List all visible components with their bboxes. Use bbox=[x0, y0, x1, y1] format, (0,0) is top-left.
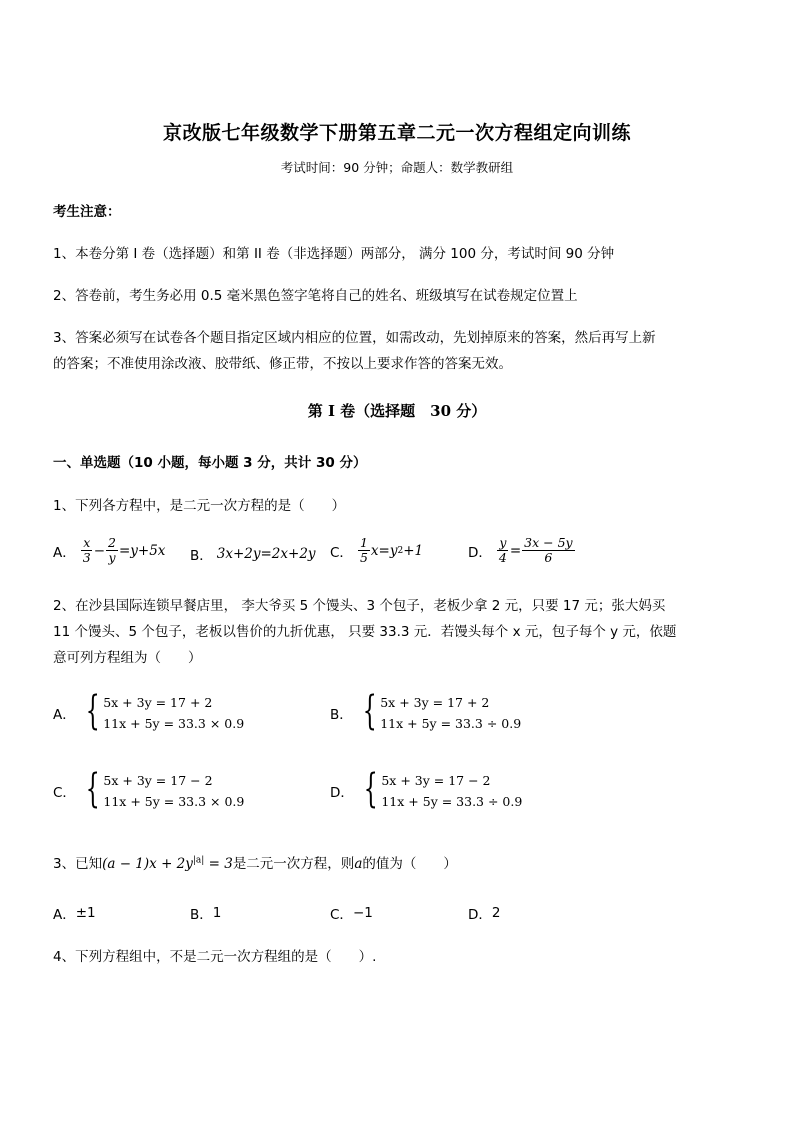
question-3-stem: 3、已知$(a - 1)x + 2y^{|a|} = 3$是二元一次方程，则a的值为（ ） bbox=[53, 855, 457, 872]
equation-system: { 5x + 3y = 17 − 2 11x + 5y = 33.3 ÷ 0.9 bbox=[363, 766, 523, 812]
notice-item: 1、本卷分第 I 卷（选择题）和第 II 卷（非选择题）两部分， 满分 100 分，考试时间 90 分钟 bbox=[53, 246, 615, 262]
notice-heading: 考生注意： bbox=[53, 204, 121, 220]
option-label: B． bbox=[190, 548, 213, 564]
q3-option-d: D． 2 bbox=[468, 905, 501, 923]
q3-option-b: B． 1 bbox=[190, 905, 222, 923]
q3-option-a: A． ±1 bbox=[53, 905, 96, 923]
fraction: $\frac{x}{3}$ bbox=[82, 535, 91, 566]
notice-item: 的答案；不准使用涂改液、胶带纸、修正带，不按以上要求作答的答案无效。 bbox=[53, 356, 512, 372]
question-1-stem: 1、下列各方程中，是二元一次方程的是（ ） bbox=[53, 498, 346, 514]
equation-system: { 5x + 3y = 17 + 2 11x + 5y = 33.3 ÷ 0.9 bbox=[362, 688, 522, 734]
equation-system: { 5x + 3y = 17 + 2 11x + 5y = 33.3 × 0.9 bbox=[85, 688, 245, 734]
option-label: A． bbox=[53, 707, 76, 723]
q2-option-b bbox=[330, 688, 522, 734]
q2-option-c bbox=[53, 766, 245, 812]
equation-system: { 5x + 3y = 17 − 2 11x + 5y = 33.3 × 0.9 bbox=[85, 766, 245, 812]
question-2-stem: 2、在沙县国际连锁早餐店里， 李大爷买 5 个馒头、3 个包子，老板少拿 2 元，只要 17 元；张大妈买 bbox=[53, 598, 666, 614]
fraction: $\frac{y}{4}$ bbox=[498, 535, 507, 566]
question-4-stem: 4、下列方程组中，不是二元一次方程组的是（ ）. bbox=[53, 949, 377, 965]
q1-option-a: A． $\frac{x}{3}$ − $\frac{2}{y}$ =y+5x bbox=[53, 535, 166, 566]
option-label: C． bbox=[330, 544, 353, 561]
question-2-stem: 11 个馒头、5 个包子，老板以售价的九折优惠， 只要 33.3 元．若馒头每个 x 元，包子每个 y 元，依题 bbox=[53, 624, 677, 640]
option-label: A． bbox=[53, 544, 76, 561]
q1-option-c: C． $\frac{1}{5}$ x=y 2 +1 bbox=[330, 535, 424, 566]
q2-option-a bbox=[53, 688, 245, 734]
option-label: B． bbox=[330, 707, 353, 723]
option-label: C． bbox=[53, 785, 76, 801]
page-title: 京改版七年级数学下册第五章二元一次方程组定向训练 bbox=[162, 122, 631, 144]
part-heading: 一、单选题（10 小题，每小题 3 分，共计 30 分） bbox=[53, 455, 367, 471]
notice-item: 2、答卷前，考生务必用 0.5 毫米黑色签字笔将自己的姓名、班级填写在试卷规定位置上 bbox=[53, 288, 578, 304]
question-2-stem: 意可列方程组为（ ） bbox=[53, 650, 202, 666]
q1-option-b: B． 3x+2y=2x+2y bbox=[190, 546, 316, 564]
fraction: $\frac{3x - 5y}{6}$ bbox=[524, 535, 573, 566]
exam-info: 考试时间：90 分钟；命题人：数学教研组 bbox=[280, 160, 514, 175]
q3-option-c: C． −1 bbox=[330, 905, 373, 923]
q2-option-d bbox=[330, 766, 523, 812]
notice-item: 3、答案必须写在试卷各个题目指定区域内相应的位置，如需改动，先划掉原来的答案，然后再写上新 bbox=[53, 330, 656, 346]
fraction: $\frac{1}{5}$ bbox=[359, 535, 368, 566]
fraction: $\frac{2}{y}$ bbox=[108, 535, 116, 566]
section-title: 第 I 卷（选择题 30 分） bbox=[307, 402, 487, 420]
option-label: D． bbox=[468, 544, 492, 561]
q1-option-d: D． $\frac{y}{4}$ = $\frac{3x - 5y}{6}$ bbox=[468, 535, 573, 566]
option-label: D． bbox=[330, 785, 354, 801]
